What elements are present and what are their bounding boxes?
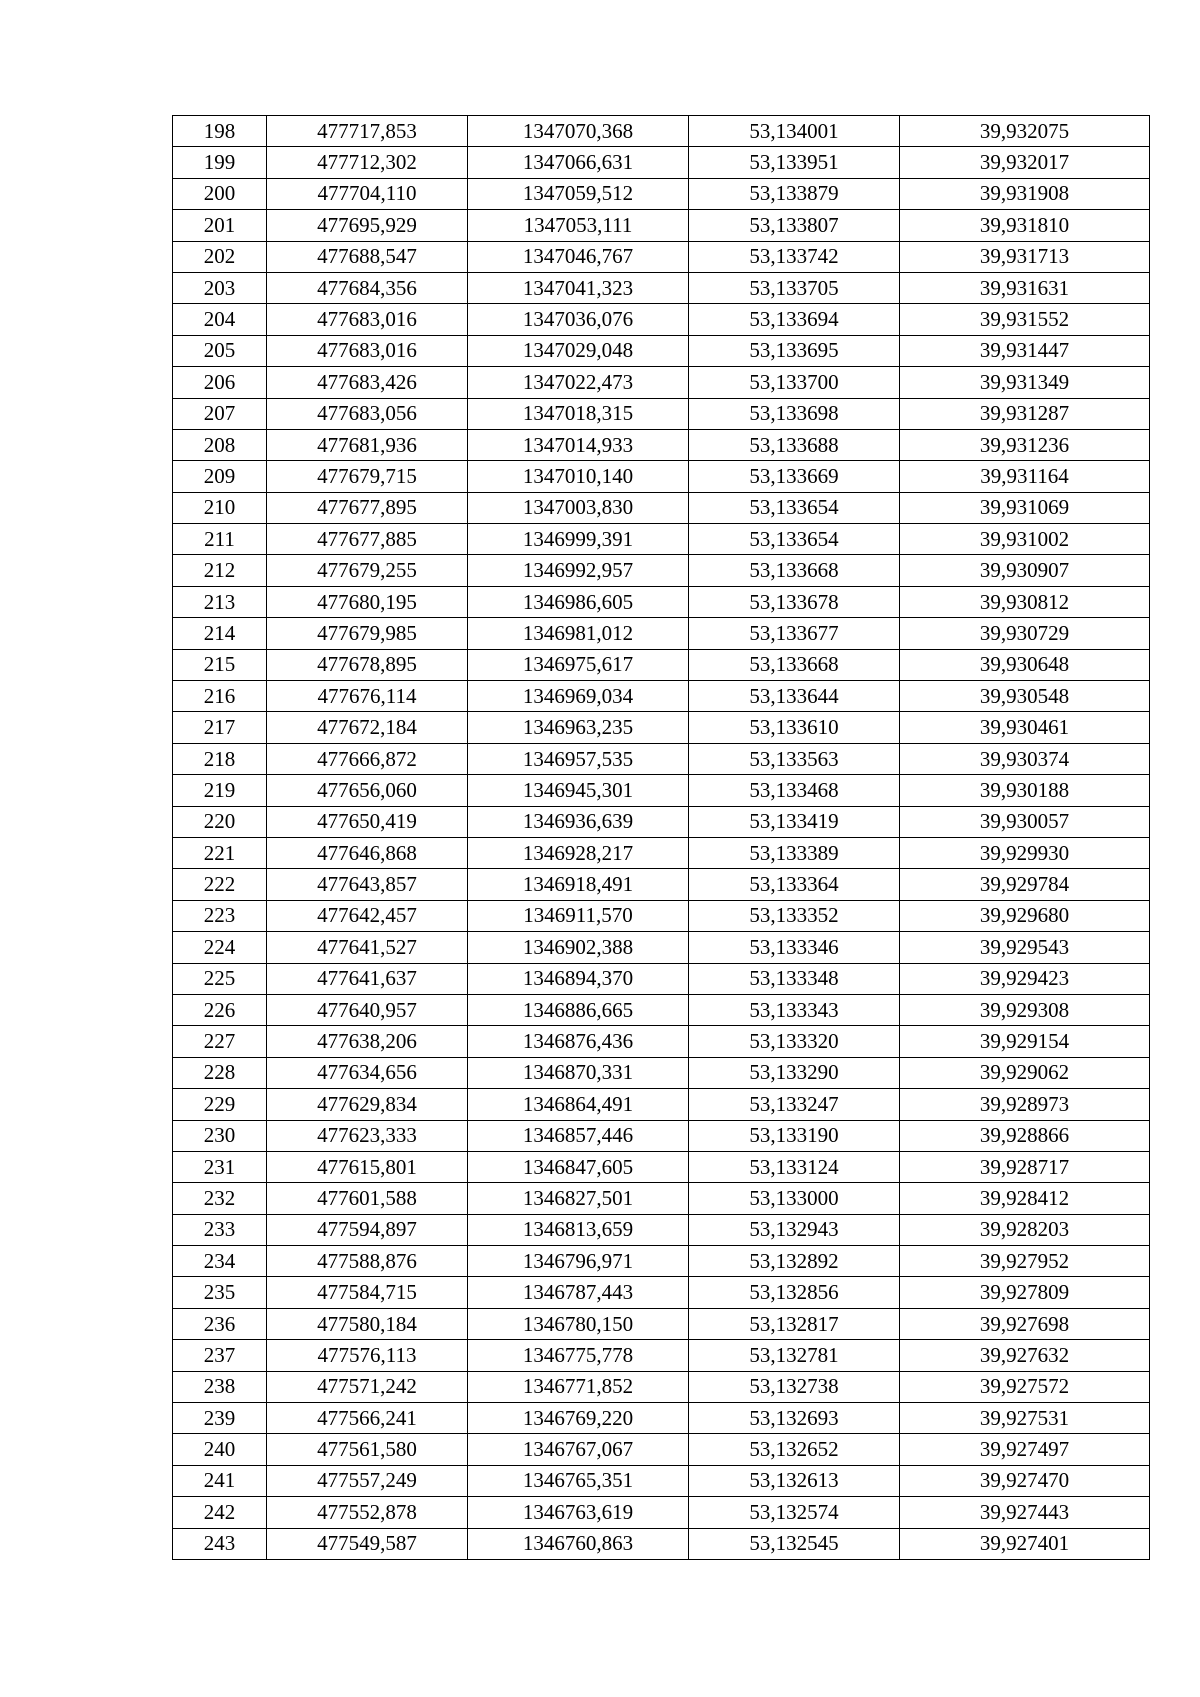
- longitude-cell: 39,930548: [900, 681, 1150, 712]
- latitude-cell: 53,133654: [689, 524, 900, 555]
- x-coordinate-cell: 477641,637: [267, 963, 468, 994]
- y-coordinate-cell: 1347010,140: [468, 461, 689, 492]
- table-row: [173, 555, 1150, 586]
- point-number-cell: 231: [173, 1151, 267, 1182]
- table-row: [173, 963, 1150, 994]
- longitude-cell: 39,931552: [900, 304, 1150, 335]
- point-number-cell: 228: [173, 1057, 267, 1088]
- point-number-cell: 216: [173, 681, 267, 712]
- x-coordinate-cell: 477601,588: [267, 1183, 468, 1214]
- latitude-cell: 53,133705: [689, 272, 900, 303]
- point-number-cell: 237: [173, 1340, 267, 1371]
- y-coordinate-cell: 1346787,443: [468, 1277, 689, 1308]
- latitude-cell: 53,132817: [689, 1308, 900, 1339]
- y-coordinate-cell: 1347018,315: [468, 398, 689, 429]
- table-row: [173, 681, 1150, 712]
- x-coordinate-cell: 477584,715: [267, 1277, 468, 1308]
- y-coordinate-cell: 1347003,830: [468, 492, 689, 523]
- point-number-cell: 211: [173, 524, 267, 555]
- longitude-cell: 39,931002: [900, 524, 1150, 555]
- point-number-cell: 225: [173, 963, 267, 994]
- latitude-cell: 53,133695: [689, 335, 900, 366]
- point-number-cell: 235: [173, 1277, 267, 1308]
- point-number-cell: 222: [173, 869, 267, 900]
- point-number-cell: 203: [173, 272, 267, 303]
- point-number-cell: 221: [173, 837, 267, 868]
- point-number-cell: 239: [173, 1403, 267, 1434]
- table-row: [173, 649, 1150, 680]
- longitude-cell: 39,930648: [900, 649, 1150, 680]
- latitude-cell: 53,134001: [689, 116, 900, 147]
- latitude-cell: 53,133610: [689, 712, 900, 743]
- latitude-cell: 53,133000: [689, 1183, 900, 1214]
- longitude-cell: 39,931287: [900, 398, 1150, 429]
- point-number-cell: 207: [173, 398, 267, 429]
- point-number-cell: 205: [173, 335, 267, 366]
- y-coordinate-cell: 1346999,391: [468, 524, 689, 555]
- longitude-cell: 39,930057: [900, 806, 1150, 837]
- y-coordinate-cell: 1346969,034: [468, 681, 689, 712]
- latitude-cell: 53,133688: [689, 429, 900, 460]
- y-coordinate-cell: 1346827,501: [468, 1183, 689, 1214]
- y-coordinate-cell: 1346981,012: [468, 618, 689, 649]
- longitude-cell: 39,931164: [900, 461, 1150, 492]
- table-row: [173, 869, 1150, 900]
- latitude-cell: 53,133700: [689, 367, 900, 398]
- x-coordinate-cell: 477676,114: [267, 681, 468, 712]
- point-number-cell: 209: [173, 461, 267, 492]
- latitude-cell: 53,133879: [689, 178, 900, 209]
- x-coordinate-cell: 477678,895: [267, 649, 468, 680]
- table-row: [173, 1340, 1150, 1371]
- table-row: [173, 492, 1150, 523]
- latitude-cell: 53,132545: [689, 1528, 900, 1559]
- table-row: [173, 1151, 1150, 1182]
- longitude-cell: 39,931236: [900, 429, 1150, 460]
- point-number-cell: 241: [173, 1465, 267, 1496]
- point-number-cell: 229: [173, 1089, 267, 1120]
- longitude-cell: 39,931069: [900, 492, 1150, 523]
- table-row: [173, 1308, 1150, 1339]
- y-coordinate-cell: 1347059,512: [468, 178, 689, 209]
- latitude-cell: 53,133677: [689, 618, 900, 649]
- longitude-cell: 39,929423: [900, 963, 1150, 994]
- longitude-cell: 39,927401: [900, 1528, 1150, 1559]
- latitude-cell: 53,133698: [689, 398, 900, 429]
- point-number-cell: 208: [173, 429, 267, 460]
- point-number-cell: 238: [173, 1371, 267, 1402]
- x-coordinate-cell: 477646,868: [267, 837, 468, 868]
- longitude-cell: 39,932075: [900, 116, 1150, 147]
- longitude-cell: 39,928203: [900, 1214, 1150, 1245]
- longitude-cell: 39,931908: [900, 178, 1150, 209]
- x-coordinate-cell: 477666,872: [267, 743, 468, 774]
- latitude-cell: 53,132693: [689, 1403, 900, 1434]
- y-coordinate-cell: 1347046,767: [468, 241, 689, 272]
- point-number-cell: 214: [173, 618, 267, 649]
- latitude-cell: 53,132738: [689, 1371, 900, 1402]
- y-coordinate-cell: 1346992,957: [468, 555, 689, 586]
- y-coordinate-cell: 1347014,933: [468, 429, 689, 460]
- x-coordinate-cell: 477615,801: [267, 1151, 468, 1182]
- longitude-cell: 39,929062: [900, 1057, 1150, 1088]
- longitude-cell: 39,930461: [900, 712, 1150, 743]
- latitude-cell: 53,133742: [689, 241, 900, 272]
- longitude-cell: 39,928717: [900, 1151, 1150, 1182]
- table-row: [173, 586, 1150, 617]
- table-row: [173, 837, 1150, 868]
- y-coordinate-cell: 1347041,323: [468, 272, 689, 303]
- x-coordinate-cell: 477650,419: [267, 806, 468, 837]
- y-coordinate-cell: 1347036,076: [468, 304, 689, 335]
- y-coordinate-cell: 1347070,368: [468, 116, 689, 147]
- table-row: [173, 304, 1150, 335]
- y-coordinate-cell: 1346876,436: [468, 1026, 689, 1057]
- point-number-cell: 232: [173, 1183, 267, 1214]
- table-row: [173, 241, 1150, 272]
- longitude-cell: 39,928973: [900, 1089, 1150, 1120]
- point-number-cell: 234: [173, 1246, 267, 1277]
- x-coordinate-cell: 477656,060: [267, 775, 468, 806]
- table-row: [173, 524, 1150, 555]
- latitude-cell: 53,133343: [689, 994, 900, 1025]
- x-coordinate-cell: 477679,715: [267, 461, 468, 492]
- longitude-cell: 39,927809: [900, 1277, 1150, 1308]
- x-coordinate-cell: 477681,936: [267, 429, 468, 460]
- longitude-cell: 39,931713: [900, 241, 1150, 272]
- longitude-cell: 39,932017: [900, 147, 1150, 178]
- table-row: [173, 272, 1150, 303]
- latitude-cell: 53,133346: [689, 932, 900, 963]
- x-coordinate-cell: 477623,333: [267, 1120, 468, 1151]
- x-coordinate-cell: 477672,184: [267, 712, 468, 743]
- y-coordinate-cell: 1346957,535: [468, 743, 689, 774]
- y-coordinate-cell: 1346986,605: [468, 586, 689, 617]
- x-coordinate-cell: 477688,547: [267, 241, 468, 272]
- table-row: [173, 1528, 1150, 1559]
- y-coordinate-cell: 1346928,217: [468, 837, 689, 868]
- x-coordinate-cell: 477704,110: [267, 178, 468, 209]
- table-row: [173, 1371, 1150, 1402]
- table-row: [173, 994, 1150, 1025]
- x-coordinate-cell: 477634,656: [267, 1057, 468, 1088]
- y-coordinate-cell: 1346864,491: [468, 1089, 689, 1120]
- longitude-cell: 39,927497: [900, 1434, 1150, 1465]
- point-number-cell: 204: [173, 304, 267, 335]
- table-row: [173, 1089, 1150, 1120]
- point-number-cell: 240: [173, 1434, 267, 1465]
- point-number-cell: 212: [173, 555, 267, 586]
- point-number-cell: 215: [173, 649, 267, 680]
- latitude-cell: 53,133290: [689, 1057, 900, 1088]
- latitude-cell: 53,133320: [689, 1026, 900, 1057]
- x-coordinate-cell: 477695,929: [267, 210, 468, 241]
- x-coordinate-cell: 477683,056: [267, 398, 468, 429]
- table-row: [173, 147, 1150, 178]
- table-row: [173, 210, 1150, 241]
- point-number-cell: 233: [173, 1214, 267, 1245]
- latitude-cell: 53,133669: [689, 461, 900, 492]
- longitude-cell: 39,929154: [900, 1026, 1150, 1057]
- x-coordinate-cell: 477580,184: [267, 1308, 468, 1339]
- point-number-cell: 236: [173, 1308, 267, 1339]
- longitude-cell: 39,930812: [900, 586, 1150, 617]
- longitude-cell: 39,929308: [900, 994, 1150, 1025]
- latitude-cell: 53,133668: [689, 555, 900, 586]
- latitude-cell: 53,133563: [689, 743, 900, 774]
- latitude-cell: 53,133468: [689, 775, 900, 806]
- x-coordinate-cell: 477683,426: [267, 367, 468, 398]
- x-coordinate-cell: 477640,957: [267, 994, 468, 1025]
- longitude-cell: 39,927632: [900, 1340, 1150, 1371]
- point-number-cell: 213: [173, 586, 267, 617]
- point-number-cell: 242: [173, 1497, 267, 1528]
- y-coordinate-cell: 1346857,446: [468, 1120, 689, 1151]
- latitude-cell: 53,132856: [689, 1277, 900, 1308]
- table-row: [173, 335, 1150, 366]
- x-coordinate-cell: 477683,016: [267, 304, 468, 335]
- latitude-cell: 53,133348: [689, 963, 900, 994]
- y-coordinate-cell: 1347066,631: [468, 147, 689, 178]
- table-row: [173, 1246, 1150, 1277]
- latitude-cell: 53,132781: [689, 1340, 900, 1371]
- point-number-cell: 199: [173, 147, 267, 178]
- longitude-cell: 39,929930: [900, 837, 1150, 868]
- longitude-cell: 39,929784: [900, 869, 1150, 900]
- point-number-cell: 218: [173, 743, 267, 774]
- y-coordinate-cell: 1346760,863: [468, 1528, 689, 1559]
- point-number-cell: 220: [173, 806, 267, 837]
- longitude-cell: 39,931631: [900, 272, 1150, 303]
- y-coordinate-cell: 1346902,388: [468, 932, 689, 963]
- longitude-cell: 39,931349: [900, 367, 1150, 398]
- latitude-cell: 53,133678: [689, 586, 900, 617]
- latitude-cell: 53,133247: [689, 1089, 900, 1120]
- longitude-cell: 39,928412: [900, 1183, 1150, 1214]
- table-row: [173, 1183, 1150, 1214]
- coordinates-table-body: [173, 116, 1150, 1560]
- table-row: [173, 1120, 1150, 1151]
- y-coordinate-cell: 1346796,971: [468, 1246, 689, 1277]
- y-coordinate-cell: 1347029,048: [468, 335, 689, 366]
- y-coordinate-cell: 1346769,220: [468, 1403, 689, 1434]
- y-coordinate-cell: 1346763,619: [468, 1497, 689, 1528]
- latitude-cell: 53,132943: [689, 1214, 900, 1245]
- x-coordinate-cell: 477643,857: [267, 869, 468, 900]
- longitude-cell: 39,928866: [900, 1120, 1150, 1151]
- x-coordinate-cell: 477576,113: [267, 1340, 468, 1371]
- y-coordinate-cell: 1346767,067: [468, 1434, 689, 1465]
- point-number-cell: 243: [173, 1528, 267, 1559]
- point-number-cell: 230: [173, 1120, 267, 1151]
- table-row: [173, 932, 1150, 963]
- longitude-cell: 39,927952: [900, 1246, 1150, 1277]
- latitude-cell: 53,133951: [689, 147, 900, 178]
- y-coordinate-cell: 1347022,473: [468, 367, 689, 398]
- table-row: [173, 1403, 1150, 1434]
- x-coordinate-cell: 477679,255: [267, 555, 468, 586]
- point-number-cell: 224: [173, 932, 267, 963]
- point-number-cell: 206: [173, 367, 267, 398]
- y-coordinate-cell: 1346945,301: [468, 775, 689, 806]
- x-coordinate-cell: 477712,302: [267, 147, 468, 178]
- table-row: [173, 1497, 1150, 1528]
- y-coordinate-cell: 1346765,351: [468, 1465, 689, 1496]
- longitude-cell: 39,931810: [900, 210, 1150, 241]
- y-coordinate-cell: 1346847,605: [468, 1151, 689, 1182]
- table-row: [173, 712, 1150, 743]
- x-coordinate-cell: 477638,206: [267, 1026, 468, 1057]
- latitude-cell: 53,133364: [689, 869, 900, 900]
- longitude-cell: 39,927531: [900, 1403, 1150, 1434]
- x-coordinate-cell: 477549,587: [267, 1528, 468, 1559]
- x-coordinate-cell: 477684,356: [267, 272, 468, 303]
- point-number-cell: 198: [173, 116, 267, 147]
- latitude-cell: 53,133654: [689, 492, 900, 523]
- x-coordinate-cell: 477717,853: [267, 116, 468, 147]
- x-coordinate-cell: 477679,985: [267, 618, 468, 649]
- table-row: [173, 1465, 1150, 1496]
- longitude-cell: 39,927698: [900, 1308, 1150, 1339]
- y-coordinate-cell: 1346775,778: [468, 1340, 689, 1371]
- point-number-cell: 226: [173, 994, 267, 1025]
- table-row: [173, 461, 1150, 492]
- x-coordinate-cell: 477594,897: [267, 1214, 468, 1245]
- x-coordinate-cell: 477571,242: [267, 1371, 468, 1402]
- point-number-cell: 227: [173, 1026, 267, 1057]
- table-row: [173, 1277, 1150, 1308]
- x-coordinate-cell: 477588,876: [267, 1246, 468, 1277]
- longitude-cell: 39,930374: [900, 743, 1150, 774]
- x-coordinate-cell: 477552,878: [267, 1497, 468, 1528]
- latitude-cell: 53,133389: [689, 837, 900, 868]
- longitude-cell: 39,930729: [900, 618, 1150, 649]
- latitude-cell: 53,133694: [689, 304, 900, 335]
- x-coordinate-cell: 477677,895: [267, 492, 468, 523]
- latitude-cell: 53,133644: [689, 681, 900, 712]
- x-coordinate-cell: 477629,834: [267, 1089, 468, 1120]
- point-number-cell: 219: [173, 775, 267, 806]
- latitude-cell: 53,133668: [689, 649, 900, 680]
- y-coordinate-cell: 1346936,639: [468, 806, 689, 837]
- y-coordinate-cell: 1347053,111: [468, 210, 689, 241]
- longitude-cell: 39,927443: [900, 1497, 1150, 1528]
- y-coordinate-cell: 1346813,659: [468, 1214, 689, 1245]
- x-coordinate-cell: 477561,580: [267, 1434, 468, 1465]
- coordinates-table: [172, 115, 1150, 1560]
- table-row: [173, 367, 1150, 398]
- longitude-cell: 39,929680: [900, 900, 1150, 931]
- y-coordinate-cell: 1346975,617: [468, 649, 689, 680]
- y-coordinate-cell: 1346780,150: [468, 1308, 689, 1339]
- y-coordinate-cell: 1346870,331: [468, 1057, 689, 1088]
- latitude-cell: 53,132613: [689, 1465, 900, 1496]
- longitude-cell: 39,927572: [900, 1371, 1150, 1402]
- latitude-cell: 53,133352: [689, 900, 900, 931]
- x-coordinate-cell: 477680,195: [267, 586, 468, 617]
- table-row: [173, 116, 1150, 147]
- point-number-cell: 202: [173, 241, 267, 272]
- table-row: [173, 398, 1150, 429]
- table-row: [173, 1057, 1150, 1088]
- y-coordinate-cell: 1346963,235: [468, 712, 689, 743]
- longitude-cell: 39,930188: [900, 775, 1150, 806]
- table-row: [173, 900, 1150, 931]
- longitude-cell: 39,931447: [900, 335, 1150, 366]
- latitude-cell: 53,132574: [689, 1497, 900, 1528]
- x-coordinate-cell: 477642,457: [267, 900, 468, 931]
- longitude-cell: 39,930907: [900, 555, 1150, 586]
- longitude-cell: 39,927470: [900, 1465, 1150, 1496]
- y-coordinate-cell: 1346918,491: [468, 869, 689, 900]
- latitude-cell: 53,133419: [689, 806, 900, 837]
- latitude-cell: 53,133190: [689, 1120, 900, 1151]
- table-row: [173, 806, 1150, 837]
- point-number-cell: 200: [173, 178, 267, 209]
- table-row: [173, 775, 1150, 806]
- point-number-cell: 201: [173, 210, 267, 241]
- table-row: [173, 1434, 1150, 1465]
- table-row: [173, 618, 1150, 649]
- point-number-cell: 223: [173, 900, 267, 931]
- x-coordinate-cell: 477677,885: [267, 524, 468, 555]
- y-coordinate-cell: 1346886,665: [468, 994, 689, 1025]
- table-row: [173, 743, 1150, 774]
- y-coordinate-cell: 1346894,370: [468, 963, 689, 994]
- y-coordinate-cell: 1346771,852: [468, 1371, 689, 1402]
- table-row: [173, 1026, 1150, 1057]
- x-coordinate-cell: 477641,527: [267, 932, 468, 963]
- x-coordinate-cell: 477683,016: [267, 335, 468, 366]
- point-number-cell: 217: [173, 712, 267, 743]
- latitude-cell: 53,132652: [689, 1434, 900, 1465]
- y-coordinate-cell: 1346911,570: [468, 900, 689, 931]
- latitude-cell: 53,132892: [689, 1246, 900, 1277]
- x-coordinate-cell: 477566,241: [267, 1403, 468, 1434]
- table-row: [173, 429, 1150, 460]
- table-row: [173, 178, 1150, 209]
- latitude-cell: 53,133807: [689, 210, 900, 241]
- table-row: [173, 1214, 1150, 1245]
- x-coordinate-cell: 477557,249: [267, 1465, 468, 1496]
- point-number-cell: 210: [173, 492, 267, 523]
- longitude-cell: 39,929543: [900, 932, 1150, 963]
- latitude-cell: 53,133124: [689, 1151, 900, 1182]
